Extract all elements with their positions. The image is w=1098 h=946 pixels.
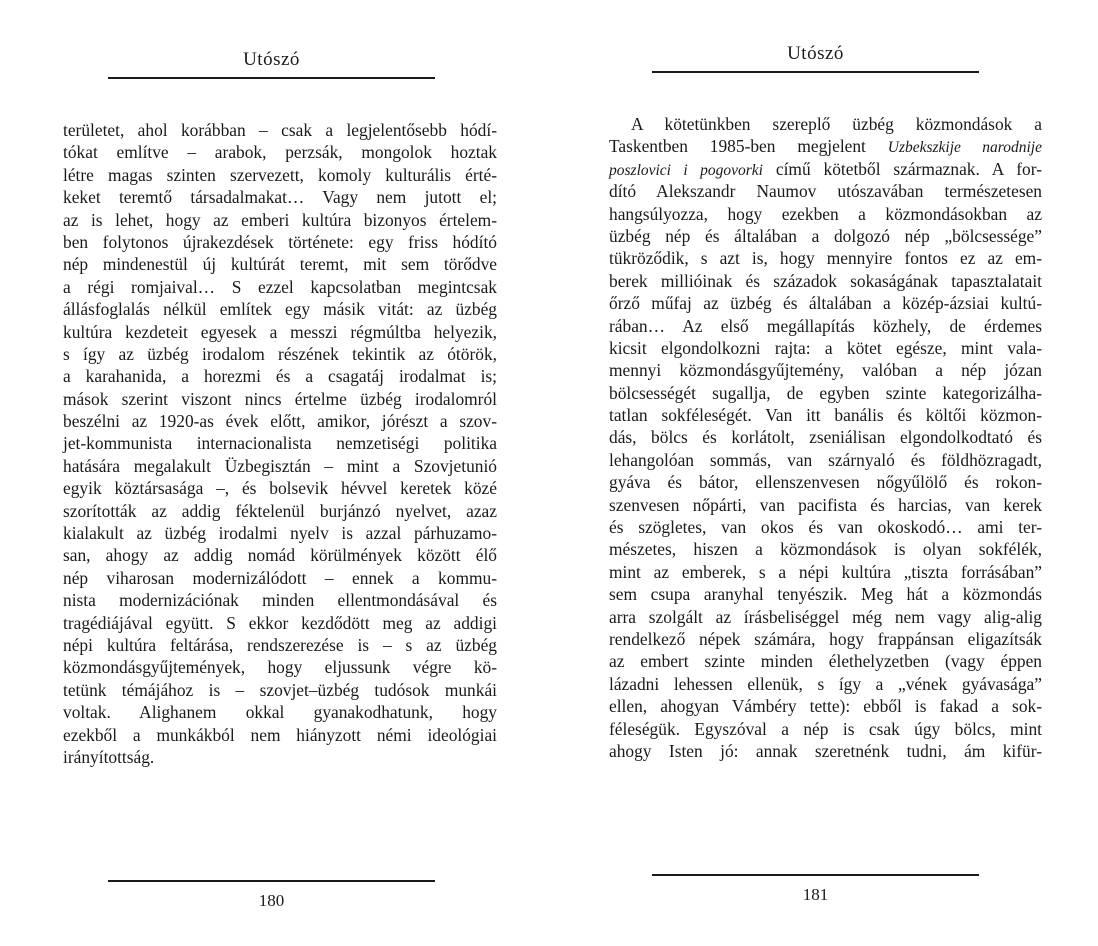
text-line	[609, 135, 1042, 157]
text-line: nép mindenestül új kultúrát teremt, mit sem törődve	[63, 254, 497, 275]
text-line: ahogy Isten jó: annak szeretnénk tudni, ám kifür-	[609, 740, 1042, 761]
footer-rule	[108, 880, 435, 882]
text-line: tetünk témájához is – szovjet–üzbég tudósok munkái	[63, 679, 497, 700]
header-rule	[108, 77, 435, 79]
text-line: arra szolgált az írásbeliséggel még nem vagy alig-alig	[609, 606, 1042, 627]
book-title: Uzbekszkije narodnije	[887, 139, 1042, 157]
text-line: tókat említve – arabok, perzsák, mongolok hoztak	[63, 142, 497, 163]
book-title: poszlovici i pogovorki	[609, 161, 763, 179]
text-line: kicsit elgondolkozni rajta: a kötet egésze, mint vala-	[609, 337, 1042, 358]
text-line: szorították az addig féktelenül burjánzó nyelvet, azaz	[63, 500, 497, 521]
footer-rule	[652, 874, 979, 876]
text-line: mint az emberek, s a népi kultúra „tiszta forrásában”	[609, 561, 1042, 582]
text-line: mészetes, hiszen a közmondások is olyan sokfélék,	[609, 539, 1042, 560]
text-fragment: című kötetből származnak. A for-	[762, 158, 1042, 179]
right-page	[549, 0, 1098, 946]
text-line: a régi romjaival… S ezzel kapcsolatban megintcsak	[63, 276, 497, 297]
text-line: hangsúlyozza, hogy ezekben a közmondásokban az	[609, 203, 1042, 224]
text-line: A kötetünkben szereplő üzbég közmondások a	[631, 114, 1042, 134]
text-line: hatására megalakult Üzbegisztán – mint a Szovjetunió	[63, 455, 497, 476]
text-line: tragédiájával együtt. S ekkor kezdődött meg az addigi	[63, 612, 497, 633]
text-line: rendelkező népek számára, hogy frappánsan eligazítsák	[609, 628, 1042, 649]
text-line: ezekből a munkákból nem hiányzott némi ideológiai	[63, 724, 497, 745]
text-line: tükröződik, s azt is, hogy mennyire fontos ez az em-	[609, 248, 1042, 269]
text-line: kialakult az üzbég irodalmi nyelv is azzal párhuzamo-	[63, 523, 497, 544]
text-line: sem csupa aranyhal tenyészik. Meg hát a közmondás	[609, 584, 1042, 605]
running-head: Utószó	[787, 43, 844, 64]
text-line: irányítottság.	[63, 746, 155, 767]
text-line: voltak. Alighanem okkal gyanakodhatunk, hogy	[63, 702, 497, 723]
page-number: 180	[258, 891, 285, 910]
text-line: lehangolóan sommás, van szárnyaló és földhözragadt,	[609, 449, 1042, 470]
page-number: 181	[802, 885, 829, 904]
text-line: az is lehet, hogy az emberi kultúra bizonyos értelem-	[63, 209, 497, 230]
text-line: üzbég nép és általában a dolgozó nép „bölcsessége”	[609, 225, 1042, 246]
text-line: az embert szinte minden élethelyzetben (vagy éppen	[609, 651, 1042, 672]
body-text	[63, 119, 497, 768]
header-rule	[652, 71, 979, 73]
text-line	[609, 158, 1042, 180]
text-line: állásfoglalás nélkül említek egy másik vitát: az üzbég	[63, 299, 497, 320]
text-line: beszélni az 1920-as évek előtt, amikor, jórészt a szov-	[63, 411, 497, 432]
body-text	[609, 113, 1042, 762]
text-fragment: Taskentben 1985-ben megjelent	[609, 136, 888, 157]
text-line: mások szerint viszont nincs értelme üzbég irodalomról	[63, 388, 497, 409]
text-line: keket teremtő társadalmakat… Vagy nem jutott el;	[63, 187, 497, 208]
text-line: területet, ahol korábban – csak a legjelentősebb hódí-	[63, 120, 497, 140]
text-line: féleségük. Egyszóval a nép is csak úgy bölcs, mint	[609, 718, 1042, 739]
text-line: ellen, ahogyan Vámbéry tette): ebből is fakad a sok-	[609, 696, 1042, 717]
text-line: san, ahogy az addig nomád körülmények között élő	[63, 545, 497, 566]
text-line: közmondásgyűjtemények, hogy eljussunk végre kö-	[63, 657, 497, 678]
text-line: lázadni lehessen ellenük, s így a „vének gyávasága”	[609, 673, 1042, 694]
text-line: nép viharosan modernizálódott – ennek a kommu-	[63, 567, 497, 588]
text-line: ben folytonos újrakezdések története: egy friss hódító	[63, 231, 497, 252]
text-line: őrző műfaj az üzbég és általában a közép-ázsiai kultú-	[609, 293, 1042, 314]
text-line: nista modernizációnak minden ellentmondásával és	[63, 590, 497, 611]
text-line: létre magas szinten szervezett, komoly kulturális érté-	[63, 164, 497, 185]
text-line: tatlan sokféleségét. Van itt banális és költői közmon-	[609, 405, 1042, 426]
text-line: szenvesen nőpárti, van pacifista és harcias, van kerek	[609, 494, 1042, 515]
text-line: egyik köztársasága –, és bolsevik hévvel keretek közé	[63, 478, 497, 499]
text-line: jet-kommunista internacionalista nemzetiségi politika	[63, 433, 497, 454]
text-line: kultúra kezdeteit egyesek a messzi régmúltba helyezik,	[63, 321, 497, 342]
text-line: s így az üzbég irodalom részének tekintik az ótörök,	[63, 343, 497, 364]
text-line: népi kultúra feltárása, rendszerezése is – s az üzbég	[63, 634, 497, 655]
text-line: dító Alekszandr Naumov utószavában természetesen	[609, 181, 1042, 202]
text-line: rában… Az első megállapítás közhely, de érdemes	[609, 315, 1042, 336]
text-line: a karahanida, a horezmi és a csagatáj irodalmat is;	[63, 366, 497, 387]
running-head: Utószó	[243, 49, 300, 70]
text-line: berek millióinak és századok sokaságának tapasztalatait	[609, 270, 1042, 291]
text-line: és szögletes, van okos és van okoskodó… ami ter-	[609, 517, 1042, 538]
text-line: gyáva és bátor, ellenszenvesen nőgyűlölő és rokon-	[609, 472, 1042, 493]
text-line: bölcsességét sugallja, de egyben szinte kategorizálha-	[609, 382, 1042, 403]
text-line: mennyi közmondásgyűjtemény, valóban a nép józan	[609, 360, 1042, 381]
text-line: dás, bölcs és korlátolt, zseniálisan elgondolkodtató és	[609, 427, 1042, 448]
